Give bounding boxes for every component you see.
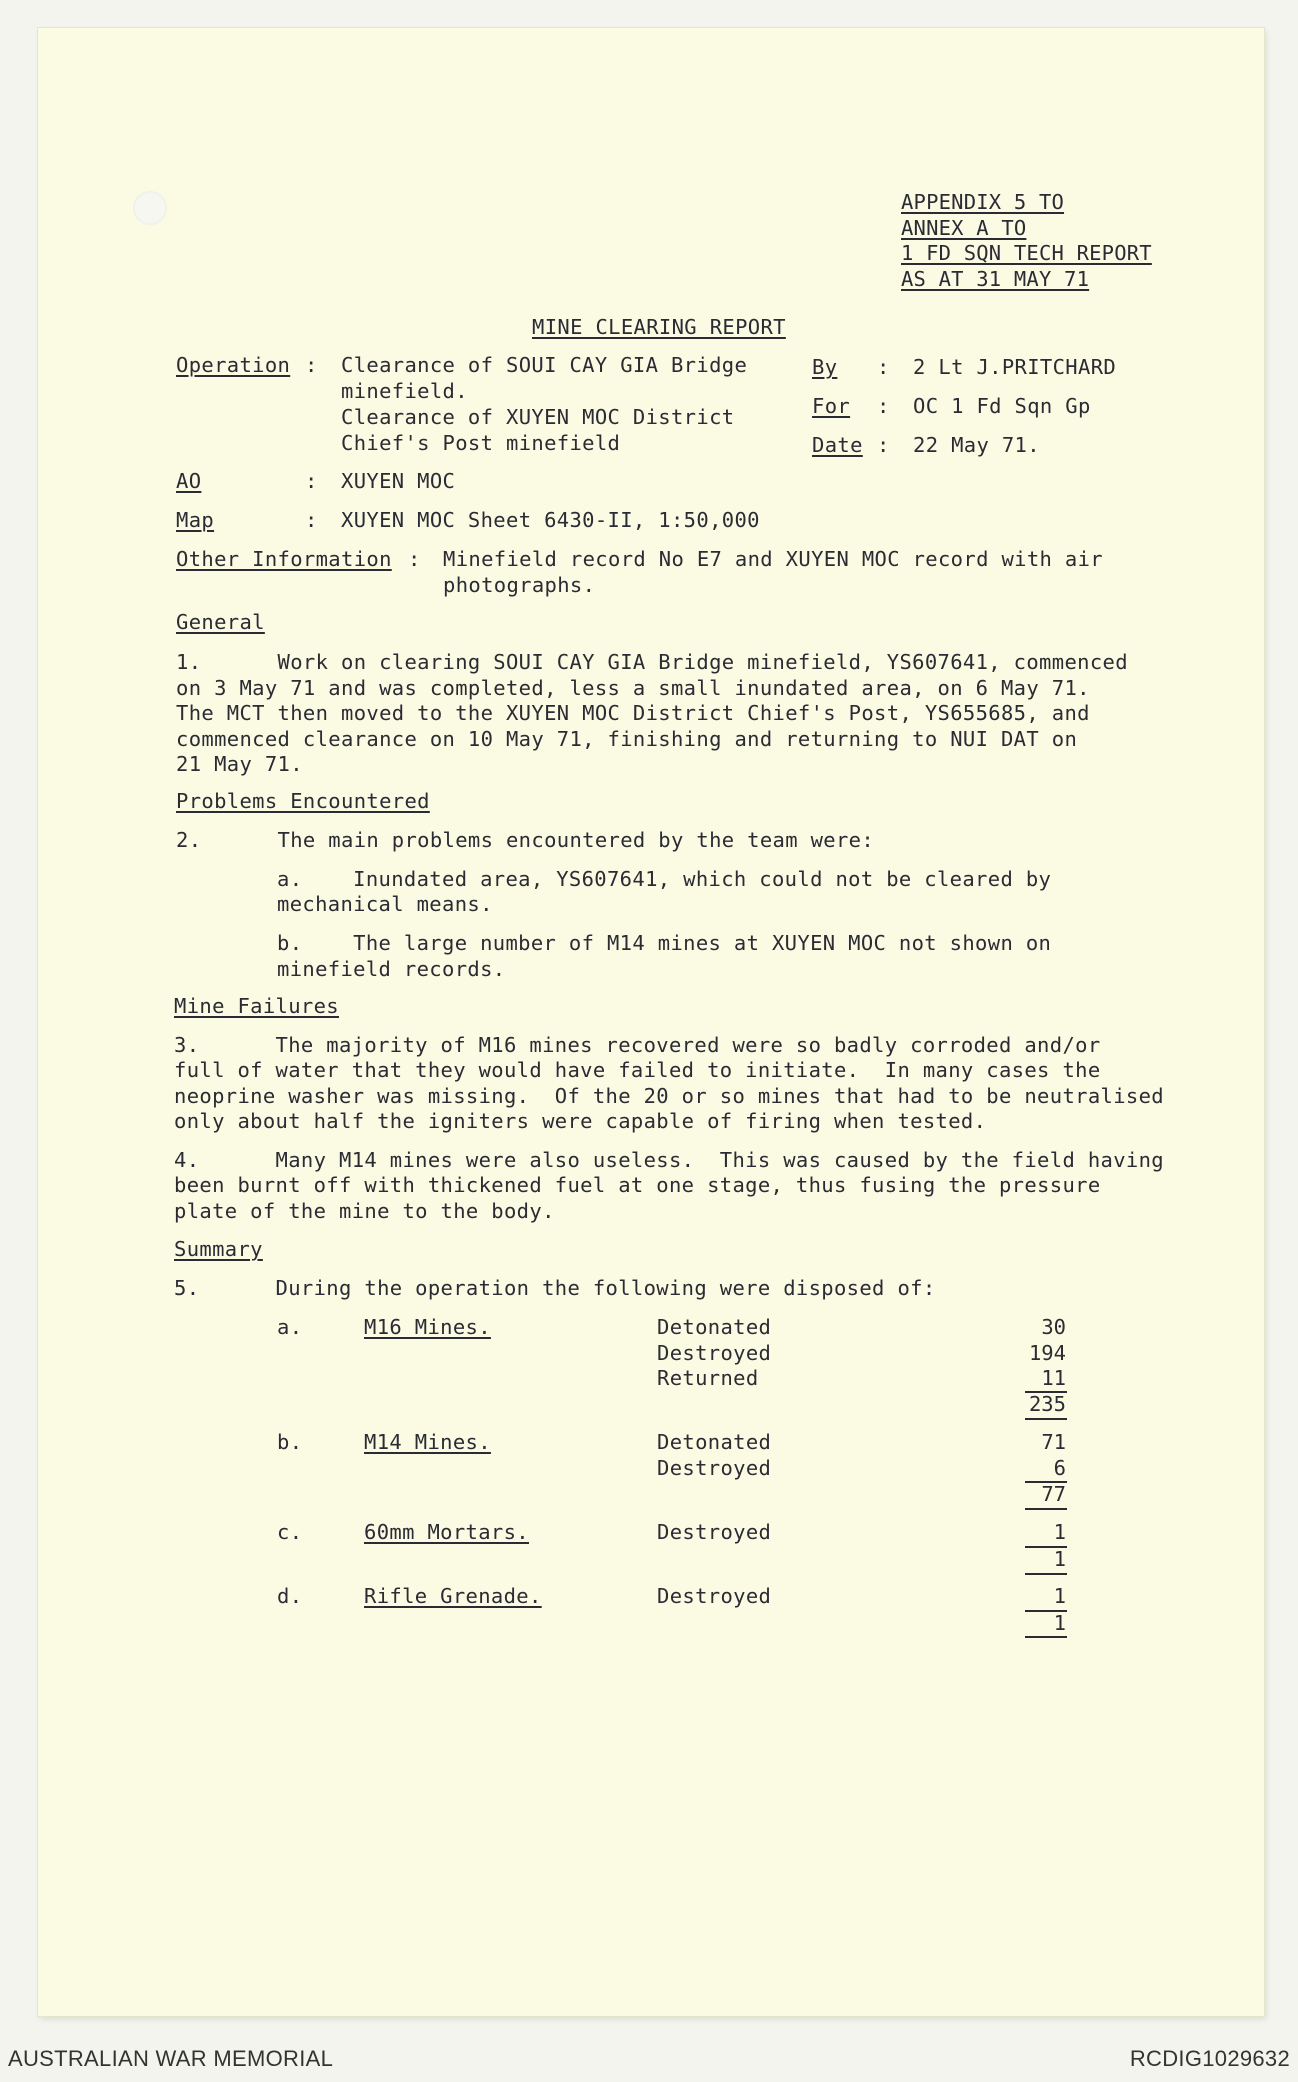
appendix-reference bbox=[901, 190, 1152, 292]
map-value: XUYEN MOC Sheet 6430-II, 1:50,000 bbox=[341, 508, 760, 532]
list-item-line: minefield records. bbox=[277, 957, 506, 981]
summary-qty: 11 bbox=[1041, 1366, 1066, 1390]
map-label: Map bbox=[176, 508, 215, 532]
problems-heading: Problems Encountered bbox=[176, 789, 430, 813]
summary-item-letter: c. bbox=[277, 1520, 303, 1544]
summary-total: 77 bbox=[1041, 1482, 1066, 1506]
colon: : bbox=[305, 508, 318, 532]
footer-id: RCDIG1029632 bbox=[1129, 2046, 1290, 2071]
total-rule bbox=[1025, 1418, 1067, 1420]
summary-qty: 71 bbox=[1041, 1430, 1066, 1454]
summary-item-name: M16 Mines. bbox=[364, 1315, 491, 1339]
summary-action: Detonated bbox=[657, 1430, 772, 1454]
appendix-line: AS AT 31 MAY 71 bbox=[901, 266, 1090, 291]
summary-qty: 1 bbox=[1053, 1520, 1066, 1544]
operation-line: Chief's Post minefield bbox=[341, 431, 621, 455]
paragraph-line: only about half the igniters were capable of firing when tested. bbox=[174, 1109, 987, 1133]
summary-action: Destroyed bbox=[657, 1520, 772, 1544]
summary-action: Destroyed bbox=[657, 1584, 772, 1608]
paragraph-line: 21 May 71. bbox=[176, 752, 303, 776]
colon: : bbox=[305, 469, 318, 493]
appendix-line: ANNEX A TO bbox=[901, 215, 1027, 240]
operation-line: Clearance of XUYEN MOC District bbox=[341, 405, 735, 429]
paragraph-line: 2. The main problems encountered by the team were: bbox=[176, 828, 875, 852]
report-title: MINE CLEARING REPORT bbox=[532, 315, 786, 339]
by-label: By bbox=[812, 355, 838, 379]
summary-qty: 6 bbox=[1053, 1456, 1066, 1480]
for-label: For bbox=[812, 394, 851, 418]
list-item-line: b. The large number of M14 mines at XUYEN MOC not shown on bbox=[277, 931, 1052, 955]
paragraph-line: commenced clearance on 10 May 71, finishing and returning to NUI DAT on bbox=[176, 727, 1078, 751]
other-info-label: Other Information bbox=[176, 547, 392, 571]
punch-hole bbox=[133, 191, 167, 225]
paragraph-line: on 3 May 71 and was completed, less a small inundated area, on 6 May 71. bbox=[176, 676, 1090, 700]
summary-qty: 1 bbox=[1053, 1584, 1066, 1608]
operation-line: Clearance of SOUI CAY GIA Bridge bbox=[341, 353, 748, 377]
paragraph-line: 3. The majority of M16 mines recovered were so badly corroded and/or bbox=[174, 1033, 1101, 1057]
other-info-line: photographs. bbox=[443, 573, 596, 597]
total-rule bbox=[1025, 1573, 1067, 1575]
ao-label: AO bbox=[176, 469, 202, 493]
summary-total: 1 bbox=[1053, 1611, 1066, 1635]
summary-action: Destroyed bbox=[657, 1456, 772, 1480]
list-item-line: mechanical means. bbox=[277, 892, 493, 916]
paragraph-line: 4. Many M14 mines were also useless. This was caused by the field having bbox=[174, 1148, 1164, 1172]
date-label: Date bbox=[812, 433, 863, 457]
date-value: 22 May 71. bbox=[913, 433, 1040, 457]
paragraph-line: neoprine washer was missing. Of the 20 or so mines that had to be neutralised bbox=[174, 1084, 1164, 1108]
appendix-line: APPENDIX 5 TO bbox=[901, 190, 1065, 214]
summary-qty: 30 bbox=[1041, 1315, 1066, 1339]
summary-item-name: 60mm Mortars. bbox=[364, 1520, 529, 1544]
summary-item-name: Rifle Grenade. bbox=[364, 1584, 542, 1608]
by-value: 2 Lt J.PRITCHARD bbox=[913, 355, 1117, 379]
total-rule bbox=[1025, 1636, 1067, 1638]
summary-item-letter: d. bbox=[277, 1584, 303, 1608]
paragraph-line: plate of the mine to the body. bbox=[174, 1199, 555, 1223]
ao-value: XUYEN MOC bbox=[341, 469, 456, 493]
summary-total: 235 bbox=[1028, 1392, 1066, 1416]
list-item-line: a. Inundated area, YS607641, which could not be cleared by bbox=[277, 867, 1052, 891]
colon: : bbox=[877, 394, 890, 418]
paragraph-line: 1. Work on clearing SOUI CAY GIA Bridge minefield, YS607641, commenced bbox=[176, 650, 1128, 674]
colon: : bbox=[408, 547, 421, 571]
paragraph-line: The MCT then moved to the XUYEN MOC District Chief's Post, YS655685, and bbox=[176, 701, 1090, 725]
paragraph-line: full of water that they would have failed to initiate. In many cases the bbox=[174, 1058, 1101, 1082]
operation-line: minefield. bbox=[341, 379, 468, 403]
summary-action: Returned bbox=[657, 1366, 759, 1390]
summary-item-letter: a. bbox=[277, 1315, 303, 1339]
failures-heading: Mine Failures bbox=[174, 994, 339, 1018]
operation-label: Operation bbox=[176, 353, 291, 377]
for-value: OC 1 Fd Sqn Gp bbox=[913, 394, 1091, 418]
appendix-line: 1 FD SQN TECH REPORT bbox=[901, 241, 1152, 265]
colon: : bbox=[305, 353, 318, 377]
other-info-line: Minefield record No E7 and XUYEN MOC record with air bbox=[443, 547, 1103, 571]
summary-heading: Summary bbox=[174, 1237, 263, 1261]
summary-action: Destroyed bbox=[657, 1341, 772, 1365]
colon: : bbox=[877, 433, 890, 457]
summary-total: 1 bbox=[1053, 1547, 1066, 1571]
summary-item-name: M14 Mines. bbox=[364, 1430, 491, 1454]
total-rule bbox=[1025, 1508, 1067, 1510]
footer-source: AUSTRALIAN WAR MEMORIAL bbox=[8, 2046, 334, 2071]
summary-item-letter: b. bbox=[277, 1430, 303, 1454]
general-heading: General bbox=[176, 610, 265, 634]
summary-action: Detonated bbox=[657, 1315, 772, 1339]
summary-qty: 194 bbox=[1028, 1341, 1066, 1365]
paragraph-line: 5. During the operation the following were disposed of: bbox=[174, 1276, 936, 1300]
paragraph-line: been burnt off with thickened fuel at one stage, thus fusing the pressure bbox=[174, 1173, 1101, 1197]
colon: : bbox=[877, 355, 890, 379]
